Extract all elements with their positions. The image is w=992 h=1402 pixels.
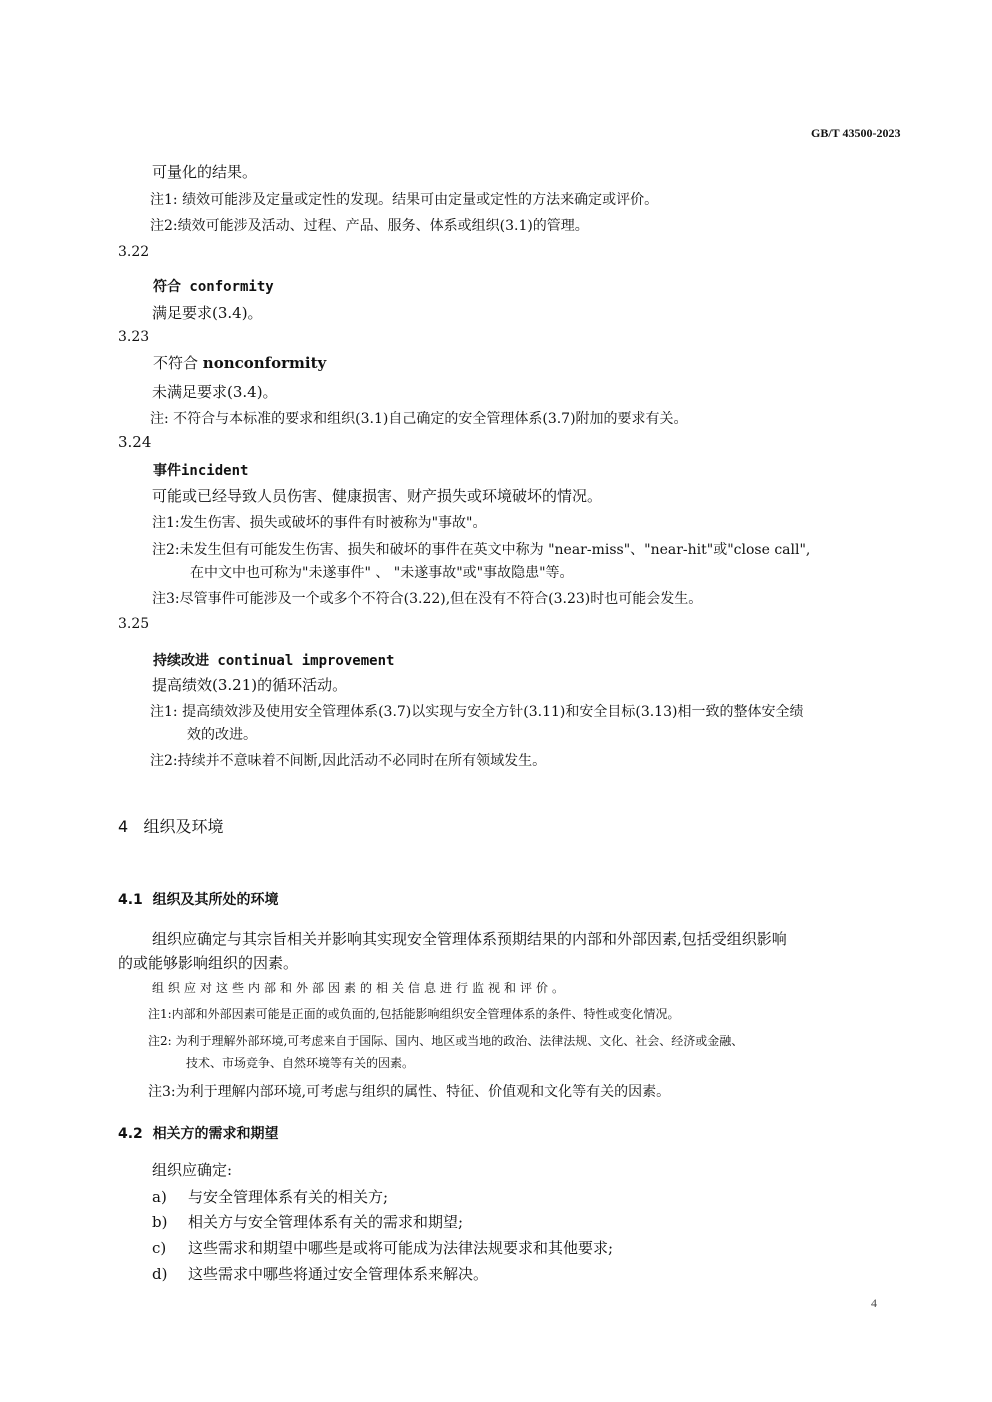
- list-label: d): [152, 1265, 168, 1283]
- note-text: 注2:持续并不意味着不间断,因此活动不必同时在所有领域发生。: [150, 753, 547, 769]
- chapter-number: 4: [118, 817, 129, 836]
- section-number: 4.1: [118, 892, 143, 908]
- list-label: c): [152, 1239, 167, 1257]
- term-title: [153, 352, 326, 373]
- note-text: 注1:内部和外部因素可能是正面的或负面的,包括能影响组织安全管理体系的条件、特性或变化情况。: [148, 1007, 680, 1021]
- note-text: 注3:尽管事件可能涉及一个或多个不符合(3.22),但在没有不符合(3.23)时也可能会发生。: [152, 591, 703, 607]
- list-text: 这些需求中哪些将通过安全管理体系来解决。: [188, 1265, 489, 1283]
- list-text: 这些需求和期望中哪些是或将可能成为法律法规要求和其他要求;: [188, 1239, 614, 1257]
- list-label: a): [152, 1188, 167, 1206]
- note-text: 注: 不符合与本标准的要求和组织(3.1)自己确定的安全管理体系(3.7)附加的要求有关。: [150, 411, 688, 427]
- term-zh: 不符合: [153, 354, 199, 372]
- term-title: 事件incident: [153, 463, 249, 479]
- list-item: [152, 1211, 463, 1232]
- note-text: 注1: 提高绩效涉及使用安全管理体系(3.7)以实现与安全方针(3.11)和安全目标(3.13)相一致的整体安全绩: [150, 704, 804, 720]
- note-text-continued: 效的改进。: [187, 727, 257, 743]
- list-item: [152, 1237, 613, 1258]
- page-number: 4: [871, 1296, 877, 1310]
- list-item: [152, 1186, 388, 1207]
- list-text: 与安全管理体系有关的相关方;: [188, 1188, 389, 1206]
- list-item: [152, 1263, 488, 1284]
- note-text: 注2:绩效可能涉及活动、过程、产品、服务、体系或组织(3.1)的管理。: [150, 218, 589, 234]
- term-en: nonconformity: [202, 354, 327, 372]
- note-text-continued: 在中文中也可称为"未遂事件" 、 "未遂事故"或"事故隐患"等。: [190, 565, 574, 581]
- definition-text: 可能或已经导致人员伤害、健康损害、财产损失或环境破坏的情况。: [152, 487, 603, 505]
- note-text: 注2: 为利于理解外部环境,可考虑来自于国际、国内、地区或当地的政治、法律法规、文化、社会、经济或金融、: [148, 1034, 744, 1048]
- section-heading: [118, 1123, 279, 1143]
- note-text: 注3:为利于理解内部环境,可考虑与组织的属性、特征、价值观和文化等有关的因素。: [148, 1084, 671, 1100]
- note-text: 注1:发生伤害、损失或破坏的事件有时被称为"事故"。: [152, 515, 487, 531]
- clause-number: 3.24: [118, 433, 152, 451]
- clause-number: 3.25: [118, 616, 150, 632]
- clause-number: 3.22: [118, 244, 150, 260]
- term-title: 持续改进 continual improvement: [153, 653, 395, 669]
- term-title: 符合 conformity: [153, 279, 274, 295]
- paragraph: 组织应对这些内部和外部因素的相关信息进行监视和评价。: [152, 981, 569, 995]
- definition-text: 提高绩效(3.21)的循环活动。: [152, 676, 348, 694]
- definition-text: 满足要求(3.4)。: [152, 304, 263, 322]
- note-text-continued: 技术、市场竞争、自然环境等有关的因素。: [186, 1056, 415, 1070]
- paragraph: 组织应确定与其宗旨相关并影响其实现安全管理体系预期结果的内部和外部因素,包括受组织影响: [152, 930, 787, 948]
- list-label: b): [152, 1213, 168, 1231]
- standard-code: GB/T 43500-2023: [811, 126, 901, 140]
- definition-text: 未满足要求(3.4)。: [152, 383, 278, 401]
- section-number: 4.2: [118, 1126, 143, 1142]
- definition-text: 可量化的结果。: [152, 163, 258, 181]
- note-text: 注2:未发生但有可能发生伤害、损失和破坏的事件在英文中称为 "near-miss"、"near-hit"或"close call",: [152, 542, 811, 558]
- section-title: 组织及其所处的环境: [152, 892, 279, 908]
- clause-number: 3.23: [118, 329, 150, 345]
- section-heading: [118, 889, 279, 909]
- chapter-heading: [118, 814, 223, 837]
- paragraph: 组织应确定:: [152, 1161, 233, 1179]
- list-text: 相关方与安全管理体系有关的需求和期望;: [188, 1213, 464, 1231]
- note-text: 注1: 绩效可能涉及定量或定性的发现。结果可由定量或定性的方法来确定或评价。: [150, 192, 659, 208]
- section-title: 相关方的需求和期望: [152, 1126, 279, 1142]
- paragraph-continued: 的或能够影响组织的因素。: [118, 954, 299, 972]
- chapter-title: 组织及环境: [143, 817, 224, 836]
